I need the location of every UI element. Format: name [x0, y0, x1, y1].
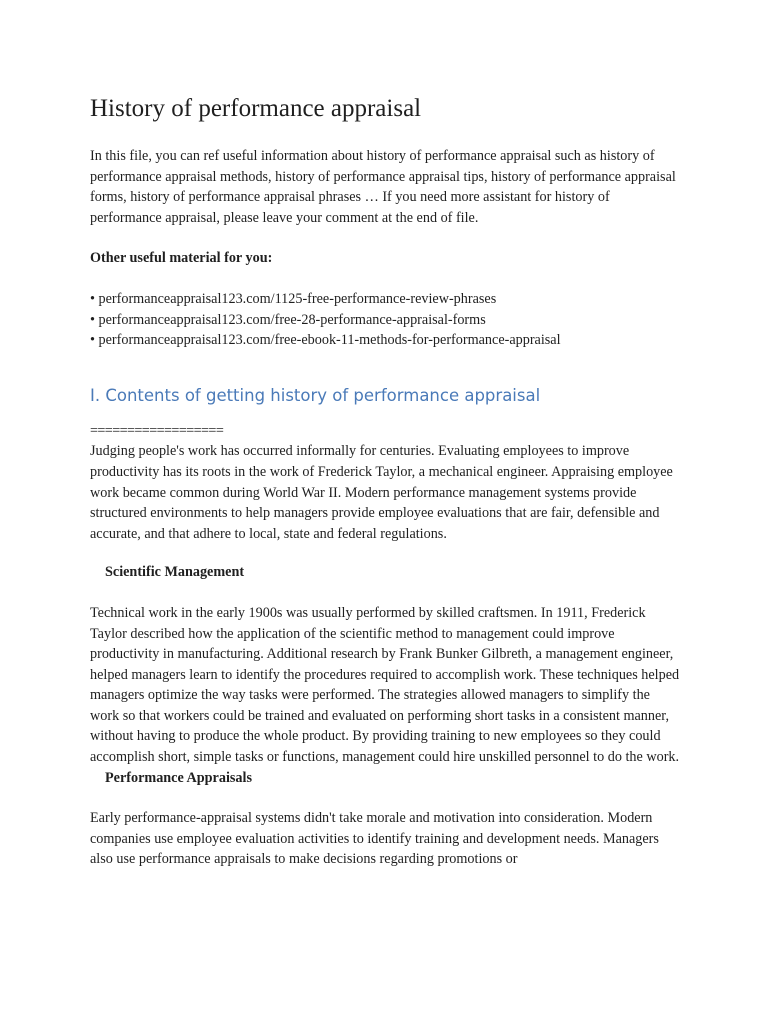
- separator-line: ==================: [90, 422, 224, 439]
- useful-material-heading: Other useful material for you:: [90, 250, 273, 267]
- body-paragraph-3: Early performance-appraisal systems didn't take morale and motivation into consideration. Modern companies use employee evaluation activities to identify training and development needs. Managers also use performance appraisals to make decisions regarding promotions or: [90, 810, 659, 868]
- intro-paragraph: In this file, you can ref useful information about history of performance appraisal such as history of performance appraisal methods, history of performance appraisal tips, history of performance appraisal forms, history of performance appraisal phrases … If you need more assistant for history of performance appraisal, please leave your comment at the end of file.: [90, 148, 676, 226]
- useful-links-list: [90, 289, 680, 351]
- document-title: History of performance appraisal: [90, 95, 422, 122]
- subheading-performance-appraisals: Performance Appraisals: [105, 769, 252, 786]
- body-paragraph-1: Judging people's work has occurred informally for centuries. Evaluating employees to improve productivity has its roots in the work of Frederick Taylor, a mechanical engineer. Appraising employee work became common during World War II. Modern performance management systems provide structured environments to help managers provide employee evaluations that are fair, defensible and accurate, and that adhere to local, state and federal regulations.: [90, 443, 673, 542]
- list-item: • performanceappraisal123.com/1125-free-performance-review-phrases: [90, 289, 680, 310]
- subheading-scientific-management: Scientific Management: [105, 564, 245, 581]
- body-paragraph-2: Technical work in the early 1900s was usually performed by skilled craftsmen. In 1911, Frederick Taylor described how the application of the scientific method to management could improve productivity in manufacturing. Additional research by Frank Bunker Gilbreth, a management engineer, helped managers learn to identify the procedures required to accomplish work. These techniques helped managers optimize the way tasks were performed. The strategies allowed managers to simplify the work so that workers could be trained and evaluated on performing short tasks in a consistent manner, without having to produce the whole product. By providing training to new employees so they could accomplish short, simple tasks or functions, management could hire unskilled personnel to do the work.: [90, 604, 680, 766]
- section-heading: I. Contents of getting history of performance appraisal: [90, 385, 541, 405]
- list-item: • performanceappraisal123.com/free-ebook-11-methods-for-performance-appraisal: [90, 330, 680, 351]
- list-item: • performanceappraisal123.com/free-28-performance-appraisal-forms: [90, 310, 680, 331]
